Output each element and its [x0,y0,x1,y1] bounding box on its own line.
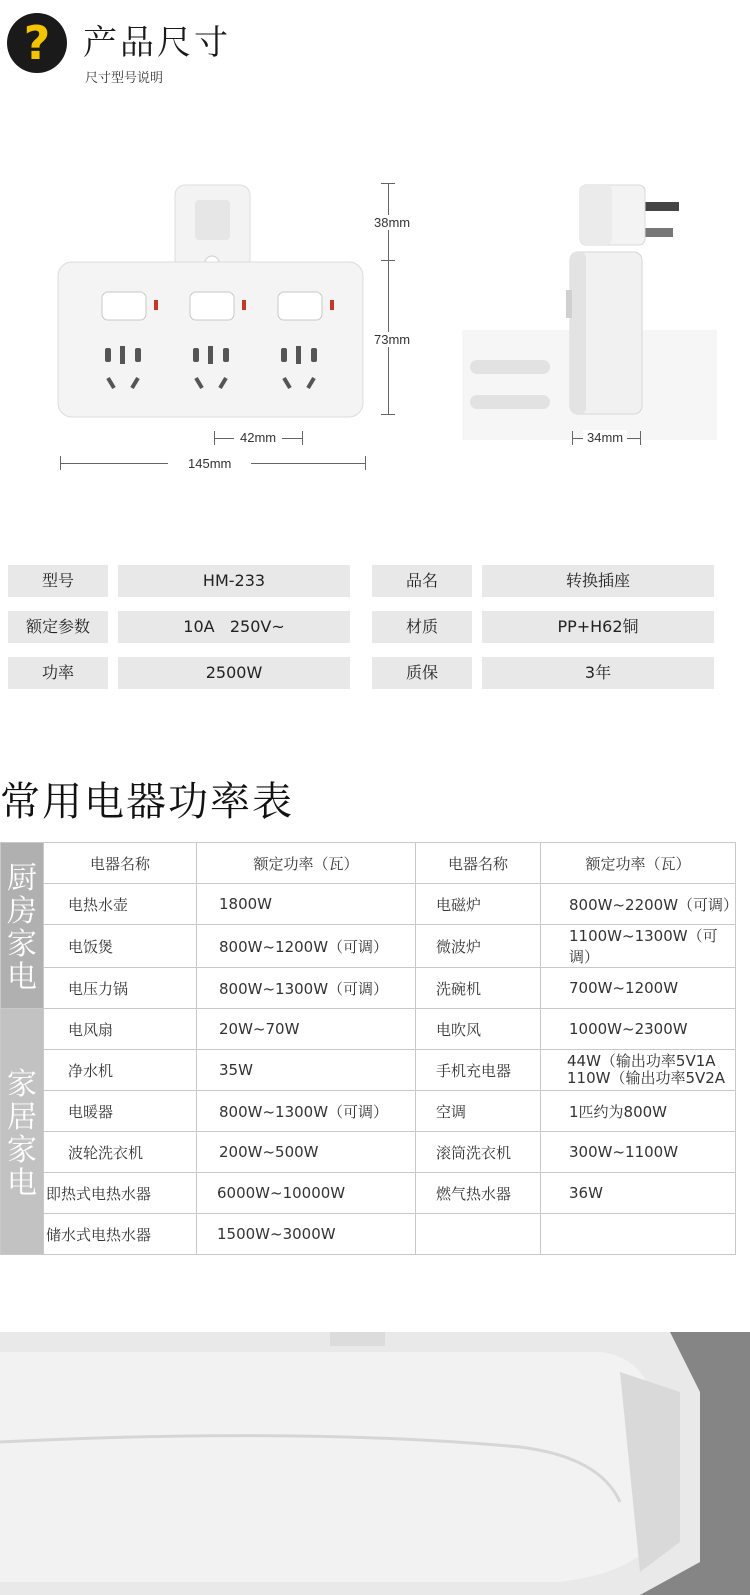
appliance-power: 1100W~1300W（可调） [541,925,736,968]
spec-value-material: PP+H62铜 [482,611,714,643]
power-table [0,842,739,1255]
appliance-power: 800W~1200W（可调） [197,925,416,968]
table-row [1,968,736,1009]
appliance-power: 1500W~3000W [197,1214,416,1255]
table-row [1,1009,736,1050]
section-subtitle: 尺寸型号说明 [85,71,164,86]
appliance-name: 储水式电热水器 [44,1214,197,1255]
spec-label-warranty: 质保 [372,657,472,689]
appliance-name: 燃气热水器 [416,1173,541,1214]
power-table-title: 常用电器功率表 [0,779,294,825]
dim-tick [381,260,395,261]
appliance-name: 电风扇 [44,1009,197,1050]
table-row [1,884,736,925]
spec-value-warranty: 3年 [482,657,714,689]
section-title: 产品尺寸 [83,23,231,63]
appliance-power: 800W~2200W（可调） [541,884,736,925]
category-kitchen: 厨 房 家 电 [1,843,44,1009]
appliance-name: 电饭煲 [44,925,197,968]
product-side-image [462,180,722,445]
table-row [1,1173,736,1214]
header-power: 额定功率（瓦） [541,843,736,884]
appliance-name: 滚筒洗衣机 [416,1132,541,1173]
spec-value-model: HM-233 [118,565,350,597]
header-power: 额定功率（瓦） [197,843,416,884]
appliance-name: 空调 [416,1091,541,1132]
dim-tick [572,431,573,445]
appliance-power: 20W~70W [197,1009,416,1050]
dim-tick [381,414,395,415]
appliance-power: 35W [197,1050,416,1091]
dim-tick [60,456,61,470]
dim-tick [302,431,303,445]
appliance-power-line: 44W（输出功率5V1A [567,1052,716,1070]
appliance-name: 即热式电热水器 [44,1173,197,1214]
appliance-power [541,1050,736,1091]
appliance-power-line: 110W（输出功率5V2A [567,1069,726,1087]
dim-label-34: 34mm [583,430,627,445]
dim-tick [640,431,641,445]
appliance-name [416,1214,541,1255]
table-row [1,1132,736,1173]
spec-label-name: 品名 [372,565,472,597]
appliance-power: 200W~500W [197,1132,416,1173]
spec-label-power: 功率 [8,657,108,689]
appliance-name: 净水机 [44,1050,197,1091]
appliance-power: 36W [541,1173,736,1214]
spec-value-power: 2500W [118,657,350,689]
dim-label-145: 145mm [168,456,251,471]
appliance-name: 电吹风 [416,1009,541,1050]
dim-tick [381,183,395,184]
question-icon: ? [7,13,67,73]
spec-label-rating: 额定参数 [8,611,108,643]
dim-label-73: 73mm [374,332,411,347]
appliance-power: 1800W [197,884,416,925]
appliance-name: 电磁炉 [416,884,541,925]
table-row [1,925,736,968]
header-name: 电器名称 [44,843,197,884]
table-header-row [1,843,736,884]
category-home: 家 居 家 电 [1,1009,44,1255]
appliance-power: 300W~1100W [541,1132,736,1173]
appliance-name: 手机充电器 [416,1050,541,1091]
appliance-name: 微波炉 [416,925,541,968]
spec-label-material: 材质 [372,611,472,643]
header-name: 电器名称 [416,843,541,884]
appliance-name: 电压力锅 [44,968,197,1009]
product-front-image [50,180,370,425]
appliance-name: 洗碗机 [416,968,541,1009]
appliance-power: 700W~1200W [541,968,736,1009]
appliance-power: 1匹约为800W [541,1091,736,1132]
appliance-power: 800W~1300W（可调） [197,968,416,1009]
appliance-name: 波轮洗衣机 [44,1132,197,1173]
appliance-power: 800W~1300W（可调） [197,1091,416,1132]
dim-label-42: 42mm [234,430,282,445]
table-row [1,1091,736,1132]
appliance-name: 电热水壶 [44,884,197,925]
dim-tick [214,431,215,445]
spec-value-name: 转换插座 [482,565,714,597]
product-closeup-photo [0,1332,750,1595]
table-row [1,1050,736,1091]
appliance-power: 1000W~2300W [541,1009,736,1050]
appliance-power [541,1214,736,1255]
dim-label-38: 38mm [374,215,411,230]
appliance-power: 6000W~10000W [197,1173,416,1214]
spec-value-rating: 10A 250V~ [118,611,350,643]
appliance-name: 电暖器 [44,1091,197,1132]
spec-label-model: 型号 [8,565,108,597]
table-row [1,1214,736,1255]
dim-tick [365,456,366,470]
